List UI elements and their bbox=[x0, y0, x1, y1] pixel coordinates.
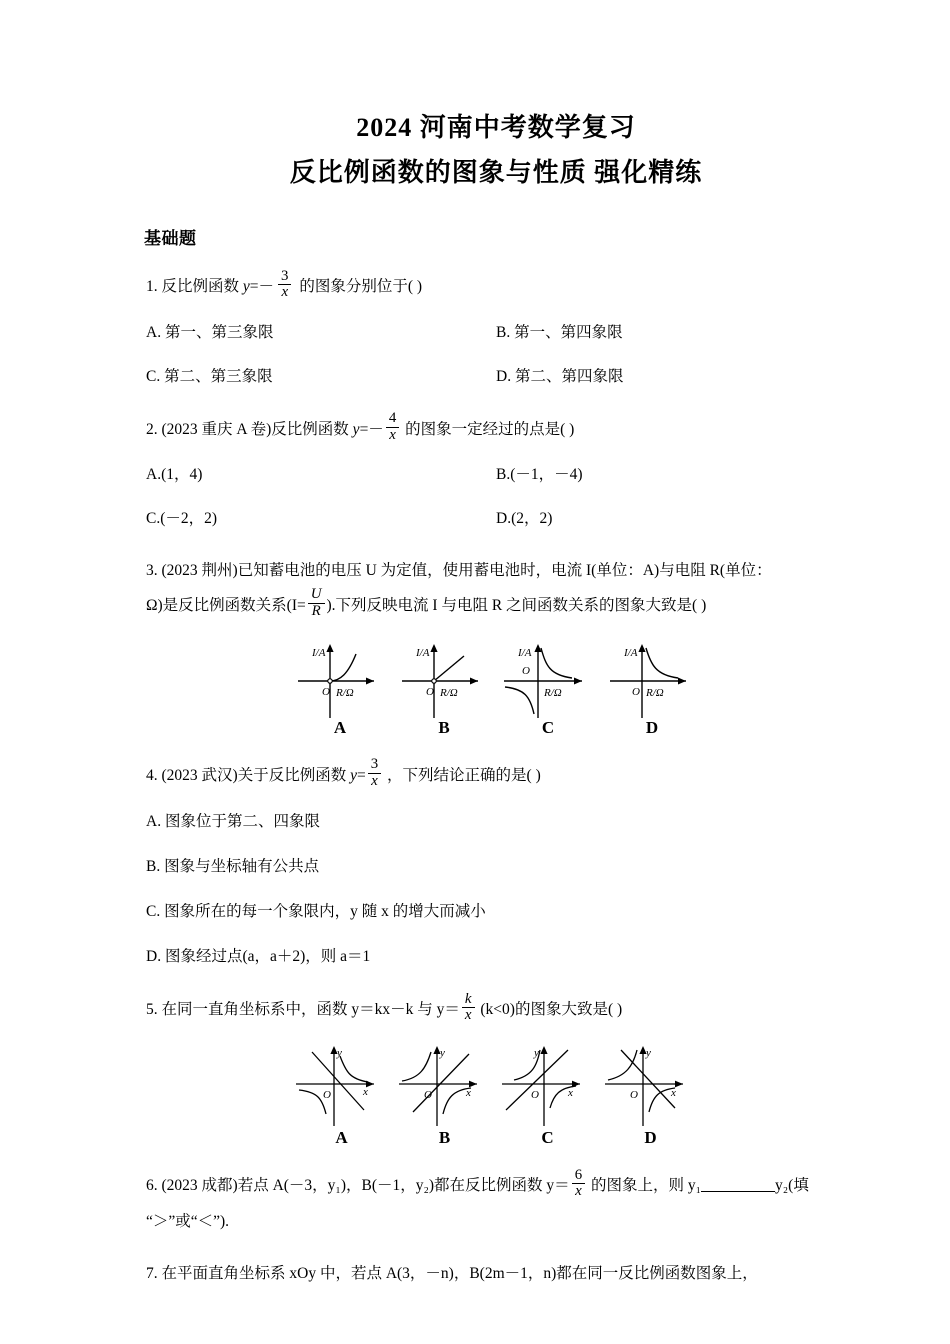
option-c[interactable] bbox=[146, 897, 846, 927]
option-b-key: B. bbox=[496, 323, 511, 341]
figure-option-d[interactable] bbox=[599, 1038, 702, 1148]
x-axis-label: R/Ω bbox=[646, 687, 664, 700]
question-4 bbox=[146, 756, 846, 792]
question-4-op: = bbox=[356, 766, 366, 784]
fraction-denominator: R bbox=[308, 603, 325, 620]
question-4-number: 4. bbox=[146, 766, 158, 784]
figure-option-a[interactable] bbox=[288, 634, 392, 738]
question-4-stem-pre: (2023 武汉)关于反比例函数 bbox=[161, 766, 351, 784]
question-5-number: 5. bbox=[146, 1001, 158, 1019]
fraction-denominator: x bbox=[462, 1007, 475, 1024]
option-c-text: 第二、第三象限 bbox=[164, 367, 273, 385]
option-b[interactable] bbox=[496, 460, 846, 490]
option-a-key: A. bbox=[146, 465, 162, 483]
fraction-numerator: 3 bbox=[281, 267, 289, 284]
figure-option-d[interactable] bbox=[600, 634, 704, 738]
question-3-line2-pre: Ω)是反比例函数关系(I= bbox=[146, 596, 306, 614]
option-d-text: 图象经过点(a，a＋2)，则 a＝1 bbox=[164, 948, 371, 966]
figure-label-b: B bbox=[438, 1128, 451, 1148]
fraction-denominator: x bbox=[572, 1183, 585, 1200]
option-c-text: 图象所在的每一个象限内，y 随 x 的增大而减小 bbox=[164, 903, 486, 921]
question-6 bbox=[146, 1166, 846, 1202]
origin-label: O bbox=[630, 1089, 638, 1102]
question-5-stem-post: (k<0)的图象大致是( ) bbox=[476, 1001, 623, 1019]
origin-label: O bbox=[323, 1089, 331, 1102]
option-d-text: 第二、第四象限 bbox=[514, 367, 624, 385]
question-5-stem-pre: 在同一直角坐标系中，函数 y＝kx－k 与 y＝ bbox=[161, 1001, 460, 1019]
question-4-lhs: y bbox=[350, 766, 357, 784]
graph-line-up-hyperbola-q2q4-high bbox=[496, 1038, 599, 1130]
question-6-number: 6. bbox=[146, 1177, 158, 1195]
fraction-denominator: x bbox=[278, 284, 291, 301]
x-axis-label: R/Ω bbox=[544, 687, 562, 700]
option-d[interactable] bbox=[146, 942, 846, 972]
option-a-key: A. bbox=[146, 323, 162, 341]
question-7 bbox=[146, 1259, 846, 1289]
option-c-key: C. bbox=[146, 367, 161, 385]
figure-label-a: A bbox=[335, 1128, 348, 1148]
option-d-key: D. bbox=[496, 367, 512, 385]
y-axis-label: I/A bbox=[312, 647, 326, 660]
graph-line-down-hyperbola-q1q3 bbox=[290, 1038, 393, 1130]
question-5 bbox=[146, 990, 846, 1026]
question-6-line1-pre: (2023 成都)若点 A(－3，y₁)，B(－1，y₂)都在反比例函数 y＝ bbox=[161, 1177, 570, 1195]
graph-hyperbola-q1q3 bbox=[496, 634, 600, 720]
figure-label-a: A bbox=[333, 718, 347, 738]
question-4-options bbox=[146, 807, 846, 972]
question-2-stem-pre: (2023 重庆 A 卷)反比例函数 bbox=[161, 420, 353, 438]
option-c-text: (－2，2) bbox=[160, 509, 218, 527]
question-2-number: 2. bbox=[146, 420, 158, 438]
figure-option-a[interactable] bbox=[290, 1038, 393, 1148]
fraction-numerator: 6 bbox=[574, 1166, 583, 1183]
origin-label: O bbox=[632, 686, 640, 699]
question-1-stem-post: 的图象分别位于( ) bbox=[295, 278, 423, 296]
x-axis-label: x bbox=[568, 1087, 573, 1100]
y-axis-label: y bbox=[534, 1047, 539, 1060]
fraction-denominator: x bbox=[368, 773, 381, 790]
option-d-text: (2，2) bbox=[511, 509, 553, 527]
question-7-number: 7. bbox=[146, 1264, 158, 1282]
question-1-op: =－ bbox=[249, 278, 275, 296]
question-5-figure-row bbox=[146, 1038, 846, 1148]
question-1-options-row-1 bbox=[146, 318, 846, 348]
question-1-lhs: y bbox=[242, 278, 250, 296]
option-b-text: (－1，－4) bbox=[510, 465, 583, 483]
y-axis-label: y bbox=[646, 1047, 651, 1060]
figure-label-d: D bbox=[645, 718, 659, 738]
fraction-numerator: k bbox=[464, 990, 472, 1007]
question-3-line2-post: ).下列反映电流 I 与电阻 R 之间函数关系的图象大致是( ) bbox=[326, 596, 707, 614]
y-axis-label: I/A bbox=[624, 647, 638, 660]
question-6-line1-mid: 的图象上，则 y₁ bbox=[587, 1177, 702, 1195]
question-7-line1: 在平面直角坐标系 xOy 中，若点 A(3，－n)，B(2m－1，n)都在同一反比例函数图象上， bbox=[161, 1264, 758, 1282]
option-a-key: A. bbox=[146, 813, 162, 831]
option-c-key: C. bbox=[146, 903, 161, 921]
figure-option-c[interactable] bbox=[496, 634, 600, 738]
question-2-lhs: y bbox=[352, 420, 360, 438]
figure-label-d: D bbox=[644, 1128, 657, 1148]
graph-line-up-hyperbola-q2q4 bbox=[393, 1038, 496, 1130]
question-3-figure-row bbox=[146, 634, 846, 738]
question-1-stem-pre: 反比例函数 bbox=[161, 278, 243, 296]
question-4-stem-post: ，下列结论正确的是( ) bbox=[383, 766, 541, 784]
y-axis-label: y bbox=[337, 1047, 342, 1060]
option-a[interactable] bbox=[146, 807, 846, 837]
option-a[interactable] bbox=[146, 460, 496, 490]
y-axis-label: I/A bbox=[416, 647, 430, 660]
graph-hyperbola-q1 bbox=[600, 634, 704, 720]
figure-label-c: C bbox=[541, 718, 555, 738]
figure-label-b: B bbox=[438, 718, 450, 738]
x-axis-label: R/Ω bbox=[336, 687, 354, 700]
option-a-text: 图象位于第二、四象限 bbox=[164, 813, 320, 831]
section-heading: 基础题 bbox=[144, 229, 197, 250]
origin-label: O bbox=[424, 1089, 432, 1102]
option-b[interactable] bbox=[146, 852, 846, 882]
page-title-line2: 反比例函数的图象与性质 强化精练 bbox=[289, 158, 703, 188]
question-2-options-row-1 bbox=[146, 460, 846, 490]
question-3 bbox=[146, 556, 846, 586]
option-a[interactable] bbox=[146, 318, 496, 348]
figure-option-b[interactable] bbox=[392, 634, 496, 738]
option-d-key: D. bbox=[146, 948, 162, 966]
origin-label: O bbox=[426, 686, 434, 699]
option-d[interactable] bbox=[496, 362, 846, 392]
question-1 bbox=[146, 267, 846, 303]
option-d-key: D. bbox=[496, 509, 512, 527]
question-2-stem-post: 的图象一定经过的点是( ) bbox=[401, 420, 575, 438]
origin-label: O bbox=[531, 1089, 539, 1102]
figure-option-c[interactable] bbox=[496, 1038, 599, 1148]
question-6-line1-post: y₂(填 bbox=[775, 1177, 809, 1195]
x-axis-label: x bbox=[671, 1087, 676, 1100]
question-4-fraction bbox=[368, 757, 381, 789]
question-2-op: =－ bbox=[359, 420, 384, 438]
origin-label: O bbox=[322, 686, 330, 699]
figure-label-c: C bbox=[541, 1128, 554, 1148]
question-3-number: 3. bbox=[146, 561, 158, 579]
graph-line-q1 bbox=[392, 634, 496, 720]
option-c[interactable] bbox=[146, 362, 496, 392]
option-c-key: C. bbox=[146, 509, 161, 527]
option-c[interactable] bbox=[146, 504, 496, 534]
fraction-numerator: 4 bbox=[388, 409, 397, 426]
origin-label: O bbox=[522, 665, 530, 678]
option-a-text: 第一、第三象限 bbox=[164, 323, 274, 341]
page-title-line1: 2024 河南中考数学复习 bbox=[356, 113, 636, 142]
x-axis-label: x bbox=[466, 1087, 471, 1100]
question-5-fraction bbox=[462, 992, 475, 1024]
fraction-numerator: 3 bbox=[370, 756, 379, 773]
question-6-line2: “＞”或“＜”). bbox=[146, 1212, 230, 1230]
graph-parabola-q1 bbox=[288, 634, 392, 720]
graph-line-down-hyperbola-q2q4 bbox=[599, 1038, 702, 1130]
option-b-key: B. bbox=[146, 858, 161, 876]
y-axis-label: y bbox=[440, 1047, 445, 1060]
fraction-denominator: x bbox=[386, 427, 399, 444]
option-d[interactable] bbox=[496, 504, 846, 534]
option-b-text: 图象与坐标轴有公共点 bbox=[164, 858, 320, 876]
question-3-line2 bbox=[146, 586, 846, 622]
question-1-number: 1. bbox=[146, 278, 158, 296]
question-3-fraction bbox=[308, 587, 325, 619]
question-2-options-row-2 bbox=[146, 504, 846, 534]
x-axis-label: R/Ω bbox=[440, 687, 458, 700]
y-axis-label: I/A bbox=[518, 647, 532, 660]
question-1-options-row-2 bbox=[146, 362, 846, 392]
option-a-text: (1，4) bbox=[161, 465, 203, 483]
question-1-fraction bbox=[278, 269, 291, 301]
option-b[interactable] bbox=[496, 318, 846, 348]
question-2 bbox=[146, 409, 846, 446]
figure-option-b[interactable] bbox=[393, 1038, 496, 1148]
x-axis-label: x bbox=[363, 1086, 368, 1099]
option-b-key: B. bbox=[496, 465, 511, 483]
question-3-line1: (2023 荆州)已知蓄电池的电压 U 为定值，使用蓄电池时，电流 I(单位：A)与电阻 R(单位： bbox=[161, 561, 772, 579]
option-b-text: 第一、第四象限 bbox=[514, 323, 623, 341]
question-6-fraction bbox=[572, 1168, 585, 1200]
answer-blank[interactable] bbox=[701, 1191, 775, 1192]
question-2-fraction bbox=[386, 411, 399, 443]
fraction-numerator: U bbox=[310, 586, 322, 603]
